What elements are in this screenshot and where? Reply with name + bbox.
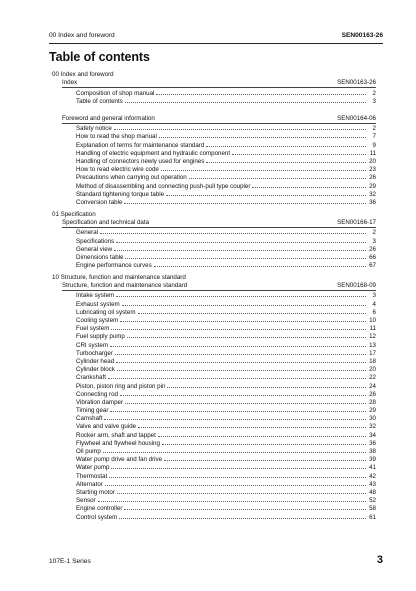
toc-section: [52, 70, 376, 206]
toc-entry-label: Connecting rod: [76, 390, 118, 398]
toc-entry-page: 3: [372, 292, 376, 300]
toc-entry-label: Engine performance curves: [76, 262, 152, 270]
dot-leader: [125, 252, 366, 259]
section-title: 00 Index and foreword: [52, 71, 114, 78]
toc-entry[interactable]: [76, 438, 376, 446]
toc-entry-label: General: [76, 229, 99, 237]
dot-leader: [154, 261, 366, 268]
group-doc-code: SEN00166-17: [337, 218, 376, 226]
dot-leader: [117, 487, 366, 494]
dot-leader: [124, 197, 366, 204]
toc-entry-label: Rocker arm, shaft and tappet: [76, 431, 156, 439]
dot-leader: [117, 365, 366, 372]
group-title: Index: [62, 79, 78, 86]
toc-entry-label: Intake system: [76, 292, 115, 300]
toc-entry-page: 61: [369, 513, 376, 521]
dot-leader: [189, 173, 366, 180]
toc-entry-label: Conversion table: [76, 198, 123, 206]
toc-entry[interactable]: [76, 422, 376, 430]
toc-entry-label: Valve and valve guide: [76, 423, 137, 431]
toc-entry-label: CRI system: [76, 341, 108, 349]
toc-entry-label: Cooling system: [76, 317, 119, 324]
toc-entry-label: Crankshaft: [76, 374, 106, 382]
dot-leader: [98, 496, 366, 503]
toc-entry-label: Precautions when carrying out operation: [76, 174, 187, 182]
toc-entry[interactable]: [76, 316, 376, 324]
toc-entry-page: 3: [372, 97, 376, 105]
toc-entry-page: 66: [369, 253, 376, 261]
dot-leader: [100, 228, 366, 235]
toc-entry[interactable]: [76, 189, 376, 197]
toc-entry[interactable]: [76, 228, 376, 236]
group-doc-code: SEN00168-09: [337, 281, 376, 289]
toc-entry-label: Camshaft: [76, 415, 103, 423]
toc-entry[interactable]: [76, 356, 376, 364]
toc-entry-page: 29: [369, 407, 376, 415]
dot-leader: [111, 324, 366, 331]
toc-entry-page: 2: [372, 229, 376, 237]
toc-entry-label: Alternator: [76, 480, 103, 488]
toc-entry[interactable]: [76, 332, 376, 340]
toc-entry[interactable]: [76, 381, 376, 389]
toc-entry[interactable]: [76, 512, 376, 520]
toc-entry[interactable]: [76, 463, 376, 471]
dot-leader: [116, 236, 366, 243]
dot-leader: [116, 291, 366, 298]
table-of-contents: [52, 70, 376, 520]
toc-entry-page: 29: [369, 182, 376, 190]
dot-leader: [166, 189, 366, 196]
toc-entry[interactable]: [76, 455, 376, 463]
toc-entry-page: 30: [369, 415, 376, 423]
toc-entry-label: Dimensions table: [76, 253, 124, 261]
toc-entry-label: Fuel system: [76, 325, 110, 333]
footer-series: 107E-1 Series: [49, 558, 91, 565]
toc-entry-label: Vibration damper: [76, 398, 124, 406]
dot-leader: [110, 340, 366, 347]
toc-entry[interactable]: [76, 397, 376, 405]
group-header: [62, 79, 376, 88]
toc-entry[interactable]: [76, 157, 376, 165]
toc-section: [52, 273, 376, 520]
dot-leader: [161, 165, 366, 172]
toc-entry-page: 22: [369, 374, 376, 382]
toc-entry-page: 18: [369, 357, 376, 365]
dot-leader: [167, 381, 366, 388]
dot-leader: [111, 463, 366, 470]
toc-entry-page: 32: [369, 190, 376, 198]
toc-entry[interactable]: [76, 471, 376, 479]
dot-leader: [120, 316, 366, 323]
toc-entry-label: General view: [76, 245, 113, 253]
toc-entry-label: Oil pump: [76, 448, 101, 455]
dot-leader: [164, 455, 366, 462]
toc-entry[interactable]: [76, 348, 376, 356]
dot-leader: [114, 244, 366, 251]
toc-entry-label: Water pump: [76, 464, 110, 472]
dot-leader: [252, 181, 366, 188]
toc-entry[interactable]: [76, 165, 376, 173]
dot-leader: [105, 479, 366, 486]
toc-entry-page: 41: [369, 464, 376, 472]
toc-entry-page: 2: [372, 125, 376, 133]
toc-entry-label: Exhaust system: [76, 300, 120, 308]
dot-leader: [127, 332, 366, 339]
toc-group: [52, 115, 376, 206]
toc-entry-page: 67: [369, 262, 376, 270]
dot-leader: [116, 356, 366, 363]
dot-leader: [158, 430, 366, 437]
toc-entry-page: 38: [369, 448, 376, 455]
toc-entry-page: 4: [372, 300, 376, 308]
toc-entry-label: Fuel supply pump: [76, 333, 125, 341]
dot-leader: [104, 414, 366, 421]
toc-entry-page: 34: [369, 431, 376, 439]
toc-entry-label: Standard tightening torque table: [76, 190, 165, 198]
toc-entry-label: Thermostat: [76, 472, 108, 480]
group-title: Structure, function and maintenance standard: [62, 281, 188, 289]
dot-leader: [125, 397, 366, 404]
dot-leader: [232, 148, 366, 155]
toc-entry-page: 26: [369, 245, 376, 253]
toc-entry[interactable]: [76, 197, 376, 205]
toc-entry[interactable]: [76, 504, 376, 512]
toc-entry-page: 10: [369, 317, 376, 324]
toc-entry-page: 20: [369, 158, 376, 165]
toc-entry-page: 36: [369, 439, 376, 447]
dot-leader: [108, 373, 366, 380]
toc-entry[interactable]: [76, 487, 376, 495]
group-title: Foreword and general information: [62, 114, 155, 122]
toc-entry-label: Water pump drive and fan drive: [76, 456, 163, 464]
page-number: 3: [376, 554, 383, 566]
toc-entry[interactable]: [76, 96, 376, 104]
toc-entry[interactable]: [76, 307, 376, 315]
toc-entry-label: How to read electric wire code: [76, 166, 159, 174]
toc-entry-label: Composition of shop manual: [76, 89, 155, 97]
dot-leader: [119, 512, 366, 519]
toc-entry-label: Cylinder block: [76, 366, 115, 374]
toc-entry-page: 11: [369, 325, 376, 333]
group-doc-code: SEN00163-26: [337, 79, 376, 86]
dot-leader: [159, 132, 366, 139]
toc-entry-page: 26: [369, 390, 376, 398]
toc-entry-label: Handling of electric equipment and hydraulic component: [76, 149, 231, 157]
toc-entry-page: 12: [369, 333, 376, 341]
toc-group: [52, 219, 376, 269]
toc-entry[interactable]: [76, 261, 376, 269]
toc-entry-page: 39: [369, 456, 376, 464]
toc-entry[interactable]: [76, 299, 376, 307]
toc-entry-page: 32: [369, 423, 376, 431]
toc-entry-label: Safety notice: [76, 125, 112, 133]
toc-entry[interactable]: [76, 132, 376, 140]
toc-entry-page: 24: [369, 382, 376, 390]
toc-entry[interactable]: [76, 430, 376, 438]
toc-entry-label: Timing gear: [76, 407, 109, 415]
dot-leader: [156, 88, 366, 95]
dot-leader: [206, 140, 366, 147]
toc-entry-page: 13: [369, 341, 376, 349]
group-header: [62, 115, 376, 124]
page-title: Table of contents: [49, 50, 150, 64]
section-title: 01 Specification: [52, 210, 96, 218]
section-title: 10 Structure, function and maintenance standard: [52, 273, 186, 281]
page-footer: [49, 555, 383, 569]
toc-entry-label: Control system: [76, 513, 118, 521]
toc-entry[interactable]: [76, 252, 376, 260]
toc-entry-page: 58: [369, 505, 376, 513]
toc-entry-page: 17: [369, 349, 376, 357]
toc-entry-label: Sensor: [76, 497, 96, 505]
toc-entry-label: Lubricating oil system: [76, 308, 136, 316]
toc-group: [52, 79, 376, 105]
toc-entry-page: 7: [372, 133, 376, 141]
toc-entry-page: 36: [369, 198, 376, 206]
toc-entry-label: How to read the shop manual: [76, 133, 157, 141]
dot-leader: [206, 157, 366, 164]
toc-entry-label: Flywheel and flywheel housing: [76, 439, 160, 447]
dot-leader: [162, 438, 366, 445]
toc-section: [52, 210, 376, 269]
group-header: [62, 282, 376, 291]
toc-entry-label: Method of disassembling and connecting push-pull type coupler: [76, 182, 251, 190]
toc-entry-label: Piston, piston ring and piston pin: [76, 382, 166, 390]
toc-entry[interactable]: [76, 373, 376, 381]
dot-leader: [115, 348, 366, 355]
toc-entry-label: Starting motor: [76, 488, 115, 496]
toc-entry-page: 11: [369, 149, 376, 157]
toc-entry[interactable]: [76, 365, 376, 373]
toc-entry[interactable]: [76, 496, 376, 504]
toc-entry[interactable]: [76, 291, 376, 299]
toc-entry-page: 28: [369, 398, 376, 406]
dot-leader: [125, 96, 366, 103]
dot-leader: [122, 299, 366, 306]
toc-entry-label: Table of contents: [76, 97, 123, 105]
toc-entry-page: 48: [369, 488, 376, 496]
toc-entry-page: 3: [372, 237, 376, 245]
toc-entry-label: Handling of connectors newly used for engines: [76, 158, 205, 165]
dot-leader: [120, 389, 366, 396]
toc-entry-page: 9: [372, 141, 376, 149]
group-title: Specification and technical data: [62, 218, 150, 226]
toc-entry[interactable]: [76, 340, 376, 348]
toc-entry-page: 2: [372, 89, 376, 97]
toc-entry[interactable]: [76, 244, 376, 252]
toc-group: [52, 282, 376, 520]
dot-leader: [109, 471, 366, 478]
group-header: [62, 219, 376, 228]
toc-entry[interactable]: [76, 140, 376, 148]
page-header: [49, 29, 383, 44]
dot-leader: [103, 447, 366, 454]
toc-entry-page: 6: [372, 308, 376, 316]
toc-entry-page: 20: [369, 366, 376, 374]
toc-entry[interactable]: [76, 324, 376, 332]
toc-entry[interactable]: [76, 414, 376, 422]
dot-leader: [138, 422, 366, 429]
toc-entry-label: Cylinder head: [76, 357, 115, 365]
toc-entry[interactable]: [76, 148, 376, 156]
toc-entry[interactable]: [76, 389, 376, 397]
toc-entry-label: Explanation of terms for maintenance standard: [76, 141, 205, 149]
toc-entry-label: Specifications: [76, 237, 115, 245]
dot-leader: [124, 504, 366, 511]
toc-entry-label: Turbocharger: [76, 349, 113, 357]
toc-entry[interactable]: [76, 124, 376, 132]
header-doc-code: SEN00163-26: [341, 32, 383, 39]
dot-leader: [114, 124, 366, 131]
toc-entry[interactable]: [76, 181, 376, 189]
toc-entry[interactable]: [76, 173, 376, 181]
toc-entry-label: Engine controller: [76, 505, 123, 513]
toc-entry-page: 43: [369, 480, 376, 488]
toc-entry-page: 23: [369, 166, 376, 174]
toc-entry[interactable]: [76, 447, 376, 455]
toc-entry[interactable]: [76, 236, 376, 244]
toc-entry-page: 42: [369, 472, 376, 480]
header-chapter: 00 Index and foreword: [49, 32, 115, 39]
toc-entry-page: 52: [369, 497, 376, 505]
dot-leader: [138, 307, 367, 314]
toc-entry[interactable]: [76, 406, 376, 414]
toc-entry-page: 26: [369, 174, 376, 182]
toc-entry[interactable]: [76, 88, 376, 96]
group-doc-code: SEN00164-06: [337, 114, 376, 122]
dot-leader: [110, 406, 366, 413]
toc-entry[interactable]: [76, 479, 376, 487]
